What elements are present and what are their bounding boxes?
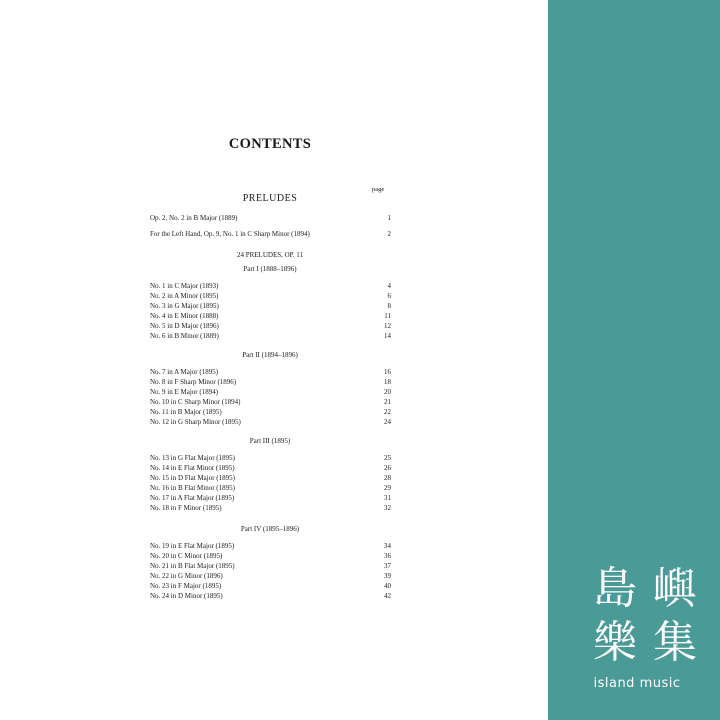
entry-page: 32 (384, 504, 391, 512)
entry-page: 25 (384, 454, 391, 462)
single-entries (150, 213, 391, 239)
entry-page: 14 (384, 332, 391, 340)
logo-char: 島 (593, 563, 637, 614)
entry-page: 36 (384, 552, 391, 560)
entry-title: No. 17 in A Flat Major (1895) (150, 494, 235, 502)
entry-page: 26 (384, 464, 391, 472)
entry-page: 24 (384, 418, 391, 426)
list-item (150, 417, 391, 427)
entry-title: No. 24 in D Minor (1895) (150, 592, 223, 600)
page-column-label: page (372, 186, 385, 193)
entry-page: 37 (384, 562, 391, 570)
entry-page: 11 (384, 312, 391, 320)
entry-title: No. 3 in G Major (1895) (150, 302, 219, 310)
list-item (150, 453, 391, 463)
entry-title: No. 19 in E Flat Major (1895) (150, 542, 235, 550)
entry-page: 20 (384, 388, 391, 396)
entry-title: No. 14 in E Flat Minor (1895) (150, 464, 235, 472)
entry-page: 18 (384, 378, 391, 386)
list-item (150, 387, 391, 397)
entry-page: 16 (384, 368, 391, 376)
entry-title: No. 10 in C Sharp Minor (1894) (150, 398, 241, 406)
list-item (150, 473, 391, 483)
part-heading: Part IV (1895–1896) (240, 525, 300, 533)
preludes-heading: PRELUDES (242, 193, 298, 204)
entry-title: No. 12 in G Sharp Minor (1895) (150, 418, 241, 426)
list-item (150, 367, 391, 377)
entry-title: No. 6 in B Minor (1889) (150, 332, 219, 340)
list-item (150, 377, 391, 387)
part-entries (150, 367, 391, 427)
list-item (150, 281, 391, 291)
list-item (150, 229, 391, 239)
part-entries (150, 541, 391, 601)
entry-title: No. 1 in C Major (1893) (150, 282, 219, 290)
entry-title: No. 8 in F Sharp Minor (1896) (150, 378, 237, 386)
entry-page: 22 (384, 408, 391, 416)
list-item (150, 397, 391, 407)
list-item (150, 407, 391, 417)
contents-title: CONTENTS (228, 136, 312, 152)
list-item (150, 561, 391, 571)
entry-title: No. 9 in E Major (1894) (150, 388, 219, 396)
entry-page: 42 (384, 592, 391, 600)
part-heading: Part I (1888–1896) (243, 265, 297, 273)
part-heading: Part II (1894–1896) (242, 351, 298, 359)
entry-page: 34 (384, 542, 391, 550)
entry-page: 1 (387, 214, 391, 222)
entry-title: Op. 2, No. 2 in B Major (1889) (150, 214, 238, 222)
entry-page: 28 (384, 474, 391, 482)
entry-title: No. 11 in B Major (1895) (150, 408, 222, 416)
list-item (150, 503, 391, 513)
list-item (150, 493, 391, 503)
brand-subtitle: island music (593, 676, 681, 691)
list-item (150, 483, 391, 493)
entry-page: 40 (384, 582, 391, 590)
list-item (150, 321, 391, 331)
list-item (150, 581, 391, 591)
entry-page: 12 (384, 322, 391, 330)
list-item (150, 571, 391, 581)
entry-page: 4 (387, 282, 391, 290)
list-item (150, 541, 391, 551)
logo-char: 嶼 (653, 563, 697, 614)
entry-title: No. 7 in A Major (1895) (150, 368, 219, 376)
entry-page: 8 (387, 302, 391, 310)
entry-title: No. 23 in F Major (1895) (150, 582, 222, 590)
list-item (150, 311, 391, 321)
entry-title: No. 2 in A Minor (1895) (150, 292, 219, 300)
entry-page: 39 (384, 572, 391, 580)
entry-title: No. 20 in C Minor (1895) (150, 552, 223, 560)
entry-title: No. 15 in D Flat Major (1895) (150, 474, 235, 482)
logo-char: 樂 (593, 617, 637, 668)
entry-title: No. 16 in B Flat Minor (1895) (150, 484, 235, 492)
entry-page: 21 (384, 398, 391, 406)
list-item (150, 463, 391, 473)
entry-title: No. 18 in F Minor (1895) (150, 504, 222, 512)
part-entries (150, 453, 391, 513)
list-item (150, 291, 391, 301)
entry-page: 29 (384, 484, 391, 492)
entry-title: No. 22 in G Minor (1896) (150, 572, 223, 580)
list-item (150, 331, 391, 341)
part-heading: Part III (1895) (249, 437, 291, 445)
list-item (150, 213, 391, 223)
entry-title: For the Left Hand, Op. 9, No. 1 in C Sharp Minor (1894) (150, 230, 310, 238)
entry-page: 31 (384, 494, 391, 502)
entry-page: 6 (387, 292, 391, 300)
brand-logo (590, 564, 700, 668)
set-heading: 24 PRELUDES, OP. 11 (236, 251, 304, 259)
entry-title: No. 5 in D Major (1896) (150, 322, 219, 330)
entry-page: 2 (387, 230, 391, 238)
list-item (150, 301, 391, 311)
logo-char: 集 (653, 617, 697, 668)
part-entries (150, 281, 391, 341)
list-item (150, 551, 391, 561)
entry-title: No. 21 in B Flat Major (1895) (150, 562, 235, 570)
entry-title: No. 13 in G Flat Major (1895) (150, 454, 235, 462)
list-item (150, 591, 391, 601)
entry-title: No. 4 in E Minor (1888) (150, 312, 219, 320)
